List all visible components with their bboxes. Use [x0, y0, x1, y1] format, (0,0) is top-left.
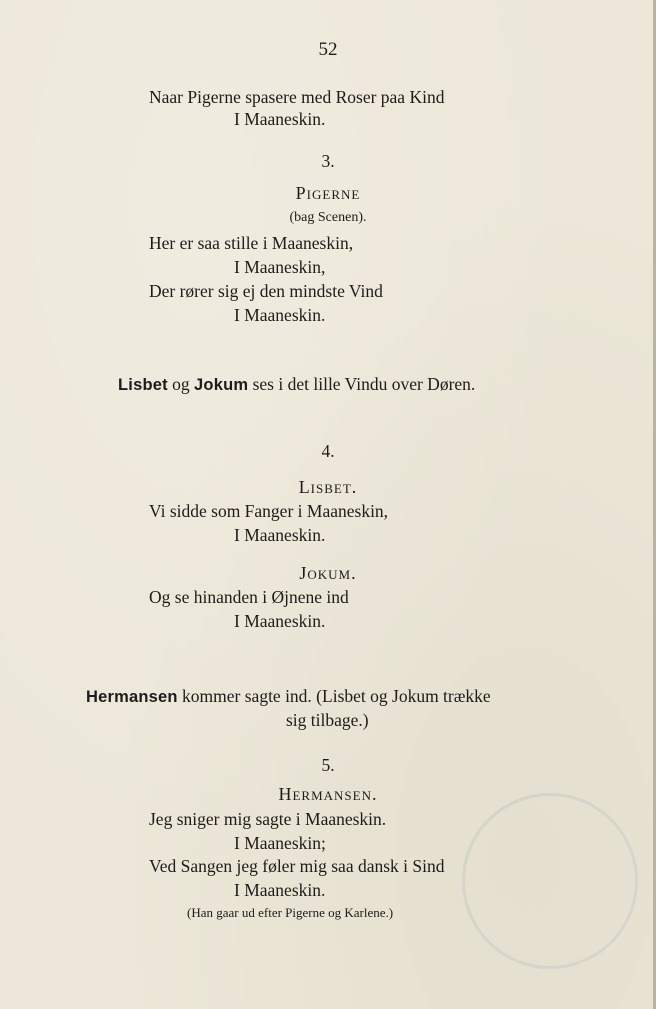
verse-line: I Maaneskin.: [234, 880, 326, 900]
speaker-name: Jokum.: [299, 563, 357, 583]
stanza-number: 4.: [321, 441, 335, 461]
page-number: 52: [318, 39, 338, 60]
stage-direction-continued: sig tilbage.): [286, 710, 369, 730]
stage-direction: [118, 374, 475, 395]
verse-line: I Maaneskin.: [234, 525, 326, 545]
stage-direction: (bag Scenen).: [289, 210, 367, 225]
connector-word: og: [172, 374, 190, 394]
verse-line: Og se hinanden i Øjnene ind: [149, 587, 349, 607]
stamp-bleed-through: [462, 793, 638, 969]
verse-line: I Maaneskin,: [234, 257, 326, 277]
stanza-number: 3.: [321, 151, 335, 171]
speaker-name: Lisbet.: [298, 477, 358, 497]
speaker-name: Hermansen.: [278, 784, 378, 804]
character-name: Jokum: [194, 376, 249, 394]
verse-line: I Maaneskin.: [234, 611, 326, 631]
direction-text: kommer sagte ind. (Lisbet og Jokum trække: [182, 686, 491, 706]
verse-line: Her er saa stille i Maaneskin,: [149, 233, 354, 253]
speaker-name: Pigerne: [295, 183, 361, 203]
stage-direction: (Han gaar ud efter Pigerne og Karlene.): [187, 905, 394, 920]
verse-line: I Maaneskin.: [234, 305, 326, 325]
stanza-number: 5.: [321, 755, 335, 775]
character-name: Hermansen: [86, 688, 178, 706]
verse-line: Der rører sig ej den mindste Vind: [149, 281, 383, 301]
direction-text: ses i det lille Vindu over Døren.: [252, 374, 476, 394]
character-name: Lisbet: [118, 376, 168, 394]
stage-direction: [86, 686, 491, 707]
verse-line: Naar Pigerne spasere med Roser paa Kind: [149, 87, 445, 107]
verse-line: I Maaneskin;: [234, 833, 326, 853]
verse-line: I Maaneskin.: [234, 109, 326, 129]
verse-line: Jeg sniger mig sagte i Maaneskin.: [149, 809, 387, 829]
verse-line: Ved Sangen jeg føler mig saa dansk i Sind: [149, 856, 445, 876]
verse-line: Vi sidde som Fanger i Maaneskin,: [149, 501, 389, 521]
